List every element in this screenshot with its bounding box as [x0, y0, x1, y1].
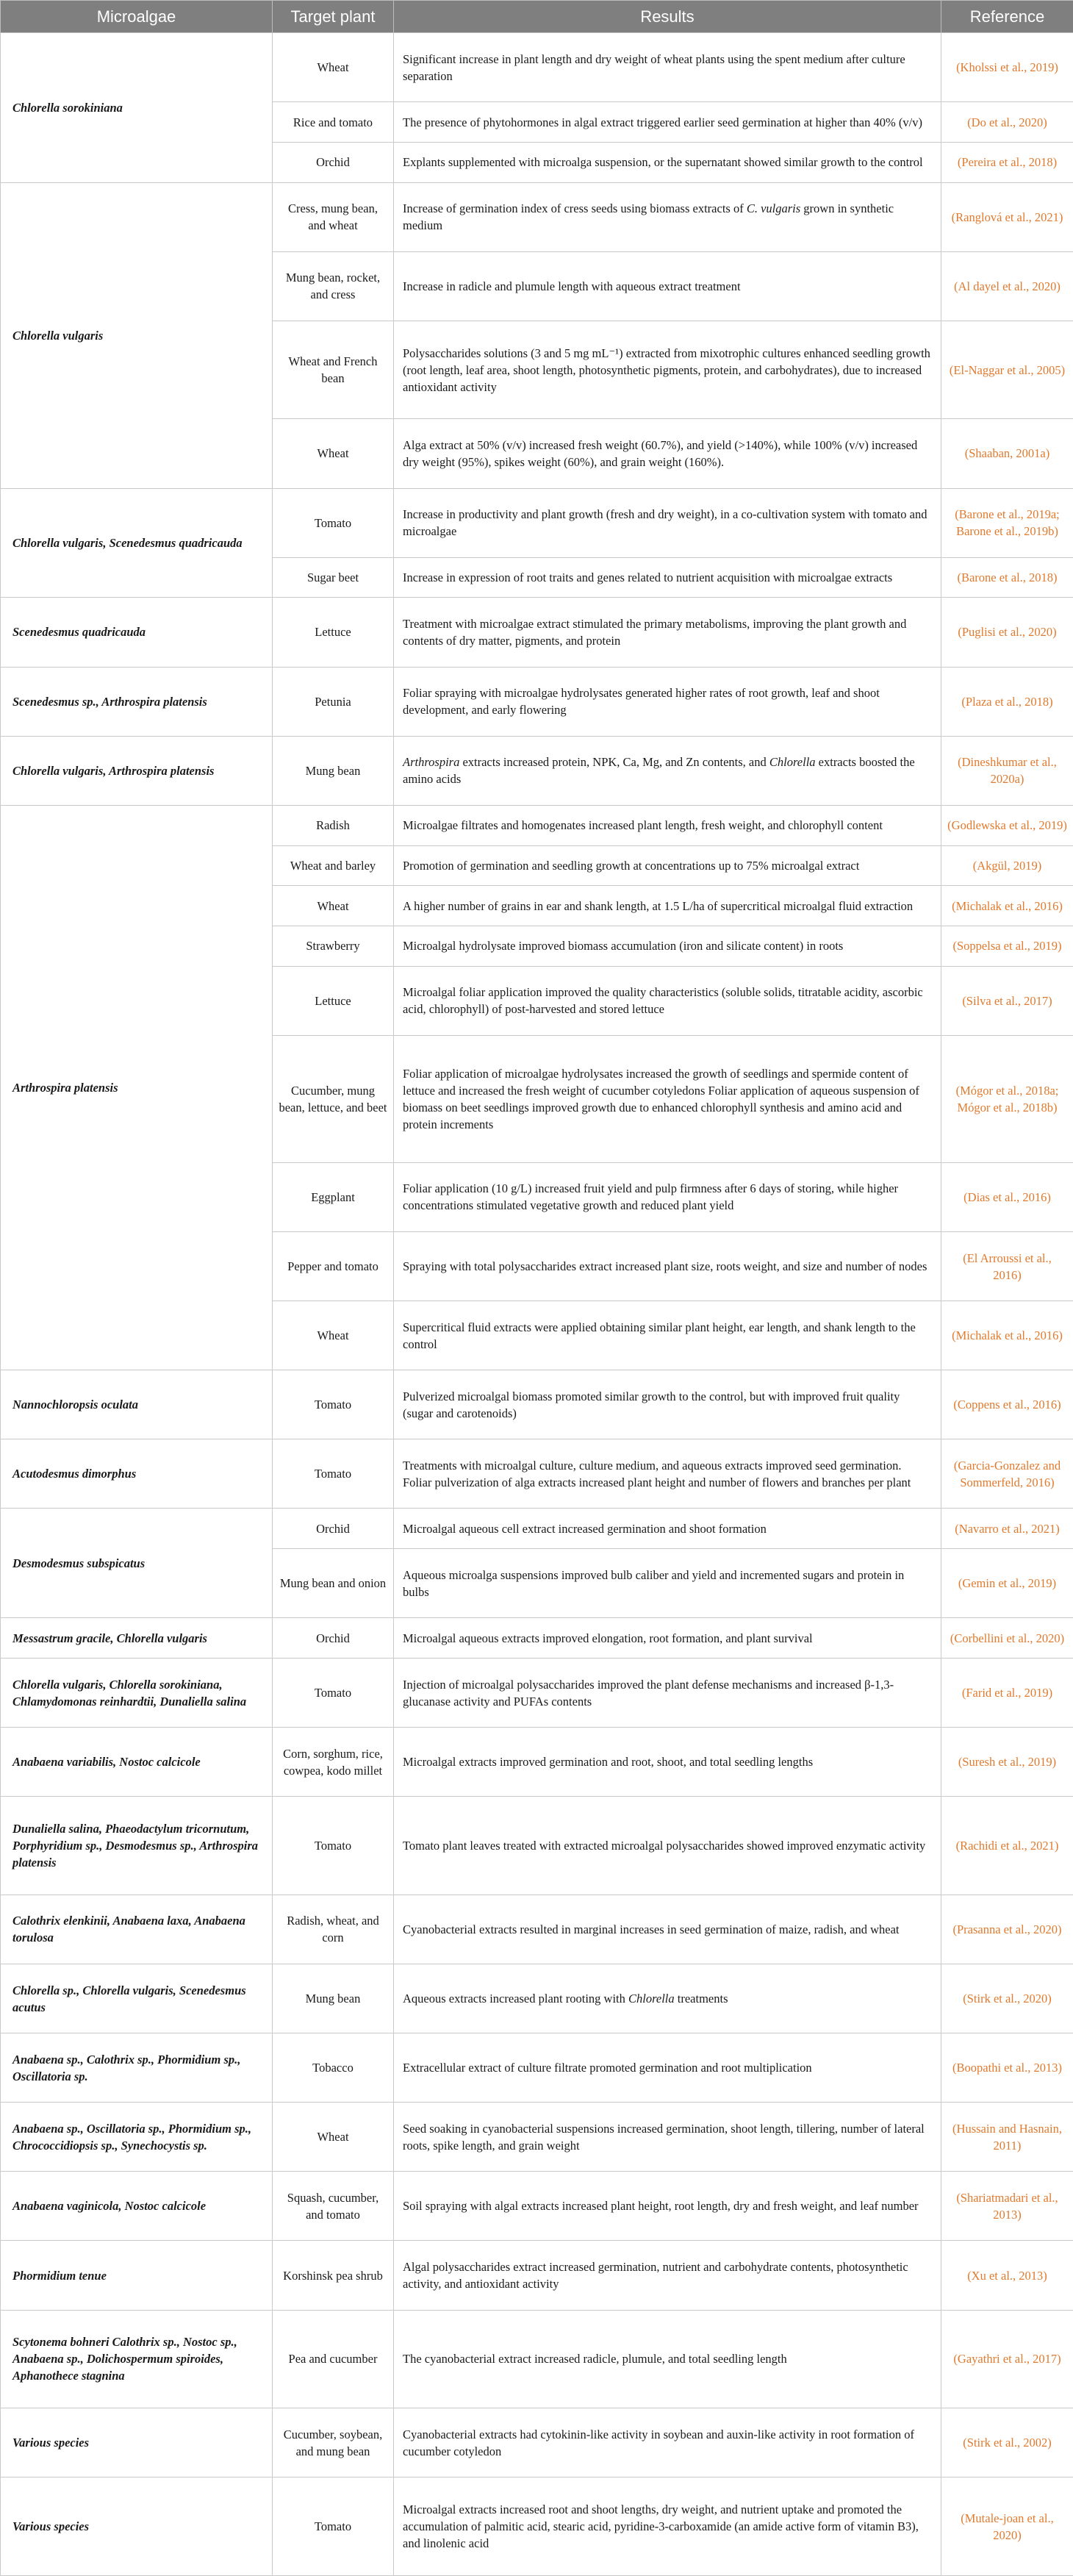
microalgae-cell: Scenedesmus quadricauda [1, 598, 273, 667]
results-cell: Seed soaking in cyanobacterial suspensions increased germination, shoot length, tillering, number of lateral roots, spike length, and grain weight [394, 2103, 941, 2172]
microalgae-cell: Scytonema bohneri Calothrix sp., Nostoc sp., Anabaena sp., Dolichospermum spiroides, Aphanothece stagnina [1, 2310, 273, 2408]
reference-cell[interactable]: (Corbellini et al., 2020) [941, 1618, 1073, 1659]
microalgae-cell: Arthrospira platensis [1, 805, 273, 1370]
results-cell: Extracellular extract of culture filtrate promoted germination and root multiplication [394, 2033, 941, 2103]
microalgae-cell: Desmodesmus subspicatus [1, 1509, 273, 1618]
results-cell: Microalgal extracts improved germination and root, shoot, and total seedling lengths [394, 1728, 941, 1797]
results-cell: Microalgal extracts increased root and shoot lengths, dry weight, and nutrient uptake and promoted the accumulation of palmitic acid, stearic acid, pyridine-3-carboxamide (an amide active form of vitamin B3), and linolenic acid [394, 2477, 941, 2576]
reference-cell[interactable]: (Rachidi et al., 2021) [941, 1797, 1073, 1895]
target-plant-cell: Wheat [273, 419, 394, 488]
target-plant-cell: Radish [273, 805, 394, 845]
reference-cell[interactable]: (Xu et al., 2013) [941, 2241, 1073, 2310]
target-plant-cell: Wheat [273, 886, 394, 926]
microalgae-cell: Calothrix elenkinii, Anabaena laxa, Anabaena torulosa [1, 1895, 273, 1964]
results-cell: Cyanobacterial extracts resulted in marginal increases in seed germination of maize, radish, and wheat [394, 1895, 941, 1964]
target-plant-cell: Orchid [273, 1618, 394, 1659]
table-row [1, 736, 1073, 805]
reference-cell[interactable]: (Michalak et al., 2016) [941, 1301, 1073, 1370]
table-row [1, 805, 1073, 845]
microalgae-cell: Messastrum gracile, Chlorella vulgaris [1, 1618, 273, 1659]
table-row [1, 667, 1073, 736]
table-row [1, 2033, 1073, 2103]
target-plant-cell: Strawberry [273, 926, 394, 967]
table-row [1, 1964, 1073, 2033]
microalgae-cell: Scenedesmus sp., Arthrospira platensis [1, 667, 273, 736]
reference-cell[interactable]: (Farid et al., 2019) [941, 1659, 1073, 1728]
reference-cell[interactable]: (Kholssi et al., 2019) [941, 33, 1073, 102]
results-cell: The presence of phytohormones in algal extract triggered earlier seed germination at higher than 40% (v/v) [394, 102, 941, 143]
results-cell: Treatment with microalgae extract stimulated the primary metabolisms, improving the plant growth and contents of dry matter, pigments, and protein [394, 598, 941, 667]
reference-cell[interactable]: (Barone et al., 2018) [941, 557, 1073, 598]
reference-cell[interactable]: (Dineshkumar et al., 2020a) [941, 736, 1073, 805]
target-plant-cell: Wheat and French bean [273, 321, 394, 418]
reference-cell[interactable]: (Dias et al., 2016) [941, 1162, 1073, 1231]
reference-cell[interactable]: (Do et al., 2020) [941, 102, 1073, 143]
reference-cell[interactable]: (Boopathi et al., 2013) [941, 2033, 1073, 2103]
results-cell: Aqueous microalga suspensions improved bulb caliber and yield and incremented sugars and protein in bulbs [394, 1549, 941, 1618]
table-row [1, 1509, 1073, 1549]
target-plant-cell: Cucumber, soybean, and mung bean [273, 2408, 394, 2477]
target-plant-cell: Tomato [273, 2477, 394, 2576]
microalgae-cell: Various species [1, 2408, 273, 2477]
microalgae-cell: Chlorella vulgaris, Chlorella sorokiniana, Chlamydomonas reinhardtii, Dunaliella salina [1, 1659, 273, 1728]
microalgae-cell: Anabaena sp., Calothrix sp., Phormidium sp., Oscillatoria sp. [1, 2033, 273, 2103]
microalgae-cell: Chlorella vulgaris [1, 182, 273, 488]
reference-cell[interactable]: (Mógor et al., 2018a; Mógor et al., 2018b) [941, 1035, 1073, 1162]
reference-cell[interactable]: (Garcia-Gonzalez and Sommerfeld, 2016) [941, 1439, 1073, 1509]
target-plant-cell: Mung bean [273, 736, 394, 805]
table-row [1, 1370, 1073, 1439]
table-row [1, 1659, 1073, 1728]
reference-cell[interactable]: (Mutale-joan et al., 2020) [941, 2477, 1073, 2576]
target-plant-cell: Sugar beet [273, 557, 394, 598]
target-plant-cell: Tomato [273, 488, 394, 557]
target-plant-cell: Mung bean and onion [273, 1549, 394, 1618]
results-cell: The cyanobacterial extract increased radicle, plumule, and total seedling length [394, 2310, 941, 2408]
header-row [1, 1, 1073, 33]
results-cell: Spraying with total polysaccharides extract increased plant size, roots weight, and size and number of nodes [394, 1231, 941, 1300]
results-cell: Injection of microalgal polysaccharides improved the plant defense mechanisms and increased β-1,3-glucanase activity and PUFAs contents [394, 1659, 941, 1728]
reference-cell[interactable]: (El-Naggar et al., 2005) [941, 321, 1073, 418]
target-plant-cell: Lettuce [273, 966, 394, 1035]
table-row [1, 1618, 1073, 1659]
target-plant-cell: Rice and tomato [273, 102, 394, 143]
results-cell: Microalgal foliar application improved the quality characteristics (soluble solids, titratable acidity, ascorbic acid, chlorophyll) of post-harvested and stored lettuce [394, 966, 941, 1035]
table-row [1, 1797, 1073, 1895]
reference-cell[interactable]: (Barone et al., 2019a; Barone et al., 2019b) [941, 488, 1073, 557]
target-plant-cell: Pea and cucumber [273, 2310, 394, 2408]
results-cell: Foliar application of microalgae hydrolysates increased the growth of seedlings and spermide content of lettuce and increased the fresh weight of cucumber cotyledons Foliar application of aqueous suspension of biomass on beet seedlings improved growth due to enhanced chlorophyll synthesis and amino acid and protein increments [394, 1035, 941, 1162]
target-plant-cell: Tomato [273, 1797, 394, 1895]
microalgae-cell: Chlorella sorokiniana [1, 33, 273, 183]
results-cell: Supercritical fluid extracts were applied obtaining similar plant height, ear length, and shank length to the control [394, 1301, 941, 1370]
target-plant-cell: Radish, wheat, and corn [273, 1895, 394, 1964]
reference-cell[interactable]: (Shariatmadari et al., 2013) [941, 2172, 1073, 2241]
header-results: Results [394, 1, 941, 33]
target-plant-cell: Corn, sorghum, rice, cowpea, kodo millet [273, 1728, 394, 1797]
reference-cell[interactable]: (Prasanna et al., 2020) [941, 1895, 1073, 1964]
results-cell: Treatments with microalgal culture, culture medium, and aqueous extracts improved seed germination. Foliar pulverization of alga extracts increased plant height and number of flowers and branches per plant [394, 1439, 941, 1509]
target-plant-cell: Wheat and barley [273, 845, 394, 886]
reference-cell[interactable]: (Michalak et al., 2016) [941, 886, 1073, 926]
results-cell: Microalgae filtrates and homogenates increased plant length, fresh weight, and chlorophyll content [394, 805, 941, 845]
microalgae-cell: Various species [1, 2477, 273, 2576]
reference-cell[interactable]: (Gemin et al., 2019) [941, 1549, 1073, 1618]
table-row [1, 2241, 1073, 2310]
target-plant-cell: Eggplant [273, 1162, 394, 1231]
header-target-plant: Target plant [273, 1, 394, 33]
results-cell: Increase in productivity and plant growth (fresh and dry weight), in a co-cultivation system with tomato and microalgae [394, 488, 941, 557]
target-plant-cell: Mung bean [273, 1964, 394, 2033]
results-cell: Alga extract at 50% (v/v) increased fresh weight (60.7%), and yield (>140%), while 100% (v/v) increased dry weight (95%), spikes weight (60%), and grain weight (160%). [394, 419, 941, 488]
microalgae-cell: Anabaena sp., Oscillatoria sp., Phormidium sp., Chrococcidiopsis sp., Synechocystis sp. [1, 2103, 273, 2172]
table-row [1, 2477, 1073, 2576]
results-cell: Tomato plant leaves treated with extracted microalgal polysaccharides showed improved enzymatic activity [394, 1797, 941, 1895]
reference-cell[interactable]: (Stirk et al., 2020) [941, 1964, 1073, 2033]
reference-cell[interactable]: (Pereira et al., 2018) [941, 142, 1073, 182]
results-cell: Explants supplemented with microalga suspension, or the supernatant showed similar growth to the control [394, 142, 941, 182]
reference-cell[interactable]: (Akgül, 2019) [941, 845, 1073, 886]
results-cell: Significant increase in plant length and dry weight of wheat plants using the spent medium after culture separation [394, 33, 941, 102]
results-cell: Polysaccharides solutions (3 and 5 mg mL⁻¹) extracted from mixotrophic cultures enhanced seedling growth (root length, leaf area, shoot length, photosynthetic pigments, protein, and carbohydrates), due to increased antioxidant activity [394, 321, 941, 418]
header-reference: Reference [941, 1, 1073, 33]
table-row [1, 2310, 1073, 2408]
target-plant-cell: Tomato [273, 1439, 394, 1509]
table-row [1, 182, 1073, 251]
target-plant-cell: Mung bean, rocket, and cress [273, 251, 394, 321]
results-cell: Microalgal hydrolysate improved biomass accumulation (iron and silicate content) in roots [394, 926, 941, 967]
microalgae-cell: Anabaena variabilis, Nostoc calcicole [1, 1728, 273, 1797]
results-cell: Foliar spraying with microalgae hydrolysates generated higher rates of root growth, leaf and shoot development, and early flowering [394, 667, 941, 736]
target-plant-cell: Pepper and tomato [273, 1231, 394, 1300]
target-plant-cell: Orchid [273, 142, 394, 182]
reference-cell[interactable]: (Shaaban, 2001a) [941, 419, 1073, 488]
reference-cell[interactable]: (Stirk et al., 2002) [941, 2408, 1073, 2477]
microalgae-cell: Acutodesmus dimorphus [1, 1439, 273, 1509]
reference-cell[interactable]: (Puglisi et al., 2020) [941, 598, 1073, 667]
reference-cell[interactable]: (Navarro et al., 2021) [941, 1509, 1073, 1549]
target-plant-cell: Cucumber, mung bean, lettuce, and beet [273, 1035, 394, 1162]
reference-cell[interactable]: (Ranglová et al., 2021) [941, 182, 1073, 251]
target-plant-cell: Squash, cucumber, and tomato [273, 2172, 394, 2241]
target-plant-cell: Wheat [273, 2103, 394, 2172]
target-plant-cell: Lettuce [273, 598, 394, 667]
target-plant-cell: Tobacco [273, 2033, 394, 2103]
table-row [1, 1439, 1073, 1509]
results-cell: Cyanobacterial extracts had cytokinin-like activity in soybean and auxin-like activity in root formation of cucumber cotyledon [394, 2408, 941, 2477]
table-row [1, 598, 1073, 667]
target-plant-cell: Korshinsk pea shrub [273, 2241, 394, 2310]
target-plant-cell: Cress, mung bean, and wheat [273, 182, 394, 251]
table-row [1, 2172, 1073, 2241]
table-row [1, 488, 1073, 557]
table-body [1, 33, 1073, 2576]
reference-cell[interactable]: (Suresh et al., 2019) [941, 1728, 1073, 1797]
target-plant-cell: Orchid [273, 1509, 394, 1549]
table-row [1, 1895, 1073, 1964]
target-plant-cell: Wheat [273, 1301, 394, 1370]
microalgae-cell: Dunaliella salina, Phaeodactylum tricornutum, Porphyridium sp., Desmodesmus sp., Arthrospira platensis [1, 1797, 273, 1895]
reference-cell[interactable]: (Gayathri et al., 2017) [941, 2310, 1073, 2408]
reference-cell[interactable]: (Plaza et al., 2018) [941, 667, 1073, 736]
results-cell: Arthrospira extracts increased protein, NPK, Ca, Mg, and Zn contents, and Chlorella extracts boosted the amino acids [394, 736, 941, 805]
results-cell: Microalgal aqueous cell extract increased germination and shoot formation [394, 1509, 941, 1549]
table-row [1, 2103, 1073, 2172]
reference-cell[interactable]: (El Arroussi et al., 2016) [941, 1231, 1073, 1300]
results-cell: Microalgal aqueous extracts improved elongation, root formation, and plant survival [394, 1618, 941, 1659]
target-plant-cell: Petunia [273, 667, 394, 736]
results-cell: A higher number of grains in ear and shank length, at 1.5 L/ha of supercritical microalgal fluid extraction [394, 886, 941, 926]
reference-cell[interactable]: (Coppens et al., 2016) [941, 1370, 1073, 1439]
microalgae-cell: Phormidium tenue [1, 2241, 273, 2310]
results-cell: Pulverized microalgal biomass promoted similar growth to the control, but with improved fruit quality (sugar and carotenoids) [394, 1370, 941, 1439]
target-plant-cell: Wheat [273, 33, 394, 102]
results-cell: Increase in expression of root traits and genes related to nutrient acquisition with microalgae extracts [394, 557, 941, 598]
results-cell: Aqueous extracts increased plant rooting with Chlorella treatments [394, 1964, 941, 2033]
reference-cell[interactable]: (Al dayel et al., 2020) [941, 251, 1073, 321]
target-plant-cell: Tomato [273, 1659, 394, 1728]
results-cell: Soil spraying with algal extracts increased plant height, root length, dry and fresh weight, and leaf number [394, 2172, 941, 2241]
microalgae-cell: Nannochloropsis oculata [1, 1370, 273, 1439]
reference-cell[interactable]: (Hussain and Hasnain, 2011) [941, 2103, 1073, 2172]
microalgae-cell: Chlorella vulgaris, Scenedesmus quadricauda [1, 488, 273, 598]
microalgae-cell: Anabaena vaginicola, Nostoc calcicole [1, 2172, 273, 2241]
microalgae-cell: Chlorella sp., Chlorella vulgaris, Scenedesmus acutus [1, 1964, 273, 2033]
results-cell: Foliar application (10 g/L) increased fruit yield and pulp firmness after 6 days of storing, while higher concentrations stimulated vegetative growth and reduced plant yield [394, 1162, 941, 1231]
results-cell: Algal polysaccharides extract increased germination, nutrient and carbohydrate contents, photosynthetic activity, and antioxidant activity [394, 2241, 941, 2310]
results-cell: Increase of germination index of cress seeds using biomass extracts of C. vulgaris grown in synthetic medium [394, 182, 941, 251]
table-row [1, 2408, 1073, 2477]
reference-cell[interactable]: (Godlewska et al., 2019) [941, 805, 1073, 845]
table-row [1, 33, 1073, 102]
results-cell: Increase in radicle and plumule length with aqueous extract treatment [394, 251, 941, 321]
target-plant-cell: Tomato [273, 1370, 394, 1439]
header-microalgae: Microalgae [1, 1, 273, 33]
table-row [1, 1728, 1073, 1797]
reference-cell[interactable]: (Soppelsa et al., 2019) [941, 926, 1073, 967]
microalgae-cell: Chlorella vulgaris, Arthrospira platensis [1, 736, 273, 805]
results-cell: Promotion of germination and seedling growth at concentrations up to 75% microalgal extract [394, 845, 941, 886]
reference-cell[interactable]: (Silva et al., 2017) [941, 966, 1073, 1035]
